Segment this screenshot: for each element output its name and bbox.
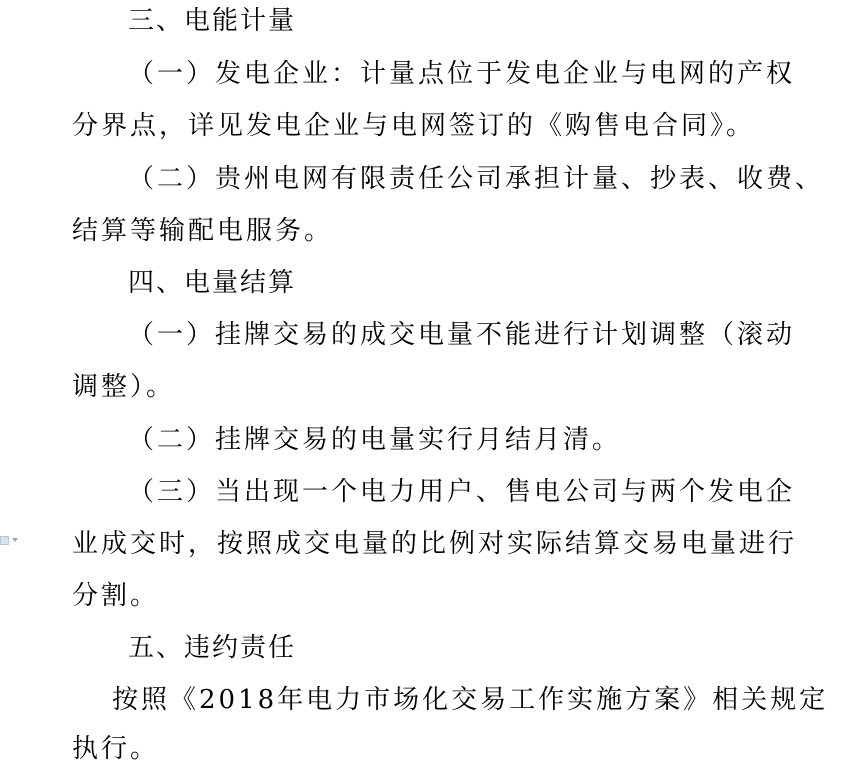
paragraph-line: （二）挂牌交易的电量实行月结月清。 [128, 425, 622, 455]
section-heading-3: 三、电能计量 [128, 6, 297, 36]
section-heading-5: 五、违约责任 [128, 633, 297, 663]
paragraph-line: 分界点，详见发电企业与电网签订的《购售电合同》。 [72, 111, 756, 141]
paragraph-line: （一）挂牌交易的成交电量不能进行计划调整（滚动 [128, 320, 796, 350]
paragraph-line: 业成交时，按照成交电量的比例对实际结算交易电量进行 [72, 529, 798, 559]
paragraph-line: （二）贵州电网有限责任公司承担计量、抄表、收费、 [128, 164, 825, 194]
paragraph-line: 结算等输配电服务。 [72, 216, 334, 246]
paragraph-line: 执行。 [72, 734, 160, 764]
paragraph-line: 分割。 [72, 581, 160, 611]
section-heading-4: 四、电量结算 [128, 268, 297, 298]
paragraph-line: （三）当出现一个电力用户、售电公司与两个发电企 [128, 477, 796, 507]
paragraph-line: 调整）。 [72, 372, 176, 402]
paragraph-line: （一）发电企业：计量点位于发电企业与电网的产权 [128, 59, 796, 89]
paragraph-anchor-icon[interactable] [0, 532, 22, 548]
paragraph-line: 按照《2018年电力市场化交易工作实施方案》相关规定 [112, 685, 829, 715]
